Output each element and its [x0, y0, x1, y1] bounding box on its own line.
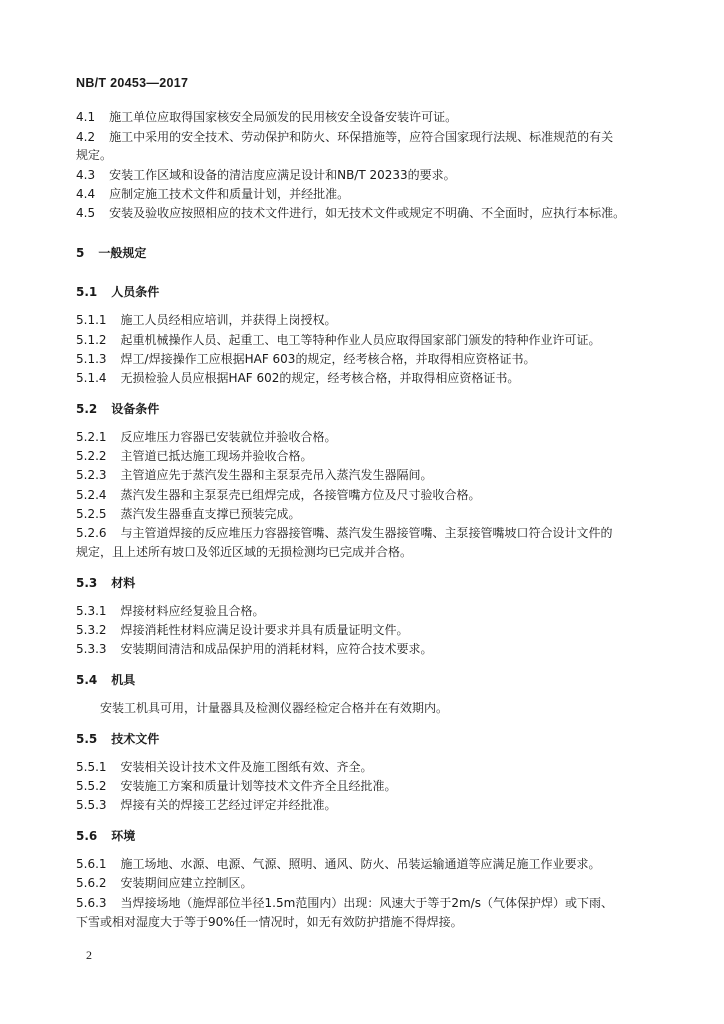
- clause-text: 焊工/焊接操作工应根据HAF 603的规定，经考核合格，并取得相应资格证书。: [120, 352, 536, 366]
- clause-text: 焊接消耗性材料应满足设计要求并具有质量证明文件。: [120, 623, 409, 637]
- clause-number: 5.2.6: [76, 526, 107, 540]
- standard-code-header: NB/T 20453—2017: [76, 76, 189, 90]
- clause-text: 安装施工方案和质量计划等技术文件齐全且经批准。: [120, 779, 397, 793]
- section-title: 材料: [111, 576, 136, 590]
- clause-5-2-2: [76, 446, 654, 466]
- clause-number: 4.1: [76, 110, 96, 124]
- clause-number: 5.2.4: [76, 488, 107, 502]
- clause-text: 焊接材料应经复验且合格。: [120, 604, 265, 618]
- clause-number: 5.1.2: [76, 333, 107, 347]
- section-title: 机具: [111, 673, 136, 687]
- clause-text: 蒸汽发生器和主泵泵壳已组焊完成，各接管嘴方位及尺寸验收合格。: [120, 488, 481, 502]
- section-5-4-body: 安装工机具可用，计量器具及检测仪器经检定合格并在有效期内。: [100, 701, 449, 715]
- clause-5-2-4: [76, 485, 654, 505]
- clause-5-2-6: [76, 523, 654, 543]
- clause-number: 5.2.3: [76, 468, 107, 482]
- clause-number: 5.1.1: [76, 313, 107, 327]
- clause-5-3-1: [76, 601, 654, 621]
- clause-number: 5.5.1: [76, 760, 107, 774]
- clause-text: 安装工作区域和设备的清洁度应满足设计和NB/T 20233的要求。: [109, 168, 456, 182]
- clause-5-1-2: [76, 330, 654, 350]
- clause-5-5-3: [76, 795, 654, 815]
- clause-number: 5.3.1: [76, 604, 107, 618]
- section-5-6-heading: [76, 826, 654, 846]
- clause-number: 5.5.2: [76, 779, 107, 793]
- clause-text: 当焊接场地（施焊部位半径1.5m范围内）出现：风速大于等于2m/s（气体保护焊）或下雨、: [120, 896, 613, 910]
- clause-5-5-1: [76, 757, 654, 777]
- section-number: 5.4: [76, 673, 98, 687]
- clause-number: 5.1.4: [76, 371, 107, 385]
- clause-text: 起重机械操作人员、起重工、电工等特种作业人员应取得国家部门颁发的特种作业许可证。: [120, 333, 601, 347]
- section-number: 5.3: [76, 576, 98, 590]
- clause-text: 无损检验人员应根据HAF 602的规定，经考核合格，并取得相应资格证书。: [120, 371, 520, 385]
- section-5-2-heading: [76, 399, 654, 419]
- clause-5-1-4: [76, 368, 654, 388]
- clause-text: 安装及验收应按照相应的技术文件进行，如无技术文件或规定不明确、不全面时，应执行本标准。: [109, 206, 626, 220]
- clause-number: 4.2: [76, 130, 96, 144]
- clause-text: 应制定施工技术文件和质量计划，并经批准。: [109, 187, 350, 201]
- clause-5-1-1: [76, 310, 654, 330]
- section-title: 技术文件: [111, 732, 160, 746]
- section-title: 设备条件: [111, 402, 160, 416]
- clause-number: 5.2.1: [76, 430, 107, 444]
- clause-number: 5.6.2: [76, 876, 107, 890]
- clause-5-6-3: [76, 893, 654, 913]
- clause-text: 安装期间清洁和成品保护用的消耗材料，应符合技术要求。: [120, 642, 433, 656]
- page-number: 2: [86, 948, 92, 962]
- clause-number: 5.6.1: [76, 857, 107, 871]
- clause-5-2-6-continued: 规定，且上述所有坡口及邻近区域的无损检测均已完成并合格。: [76, 545, 413, 559]
- clause-text: 主管道应先于蒸汽发生器和主泵泵壳吊入蒸汽发生器隔间。: [120, 468, 433, 482]
- clause-5-2-5: [76, 504, 654, 524]
- clause-number: 4.3: [76, 168, 96, 182]
- clause-4-5: [76, 203, 654, 223]
- clause-5-5-2: [76, 776, 654, 796]
- clause-text: 安装期间应建立控制区。: [120, 876, 253, 890]
- clause-number: 5.6.3: [76, 896, 107, 910]
- clause-4-2: [76, 127, 654, 147]
- section-5-5-heading: [76, 729, 654, 749]
- clause-5-2-3: [76, 465, 654, 485]
- section-5-3-heading: [76, 573, 654, 593]
- section-5-4-heading: [76, 670, 654, 690]
- clause-5-6-3-continued: 下雪或相对湿度大于等于90%任一情况时，如无有效防护措施不得焊接。: [76, 915, 463, 929]
- section-number: 5.5: [76, 732, 98, 746]
- clause-4-1: [76, 107, 654, 127]
- section-title: 人员条件: [111, 285, 160, 299]
- clause-text: 蒸汽发生器垂直支撑已预装完成。: [120, 507, 301, 521]
- clause-text: 施工单位应取得国家核安全局颁发的民用核安全设备安装许可证。: [109, 110, 458, 124]
- clause-text: 主管道已抵达施工现场并验收合格。: [120, 449, 313, 463]
- clause-text: 安装相关设计技术文件及施工图纸有效、齐全。: [120, 760, 373, 774]
- section-title: 环境: [111, 829, 136, 843]
- clause-number: 5.3.3: [76, 642, 107, 656]
- section-number: 5.1: [76, 285, 98, 299]
- clause-5-3-3: [76, 639, 654, 659]
- clause-number: 4.5: [76, 206, 96, 220]
- section-5-heading: [76, 243, 654, 263]
- clause-5-6-2: [76, 873, 654, 893]
- clause-number: 4.4: [76, 187, 96, 201]
- clause-text: 施工中采用的安全技术、劳动保护和防火、环保措施等，应符合国家现行法规、标准规范的有关: [109, 130, 614, 144]
- clause-number: 5.5.3: [76, 798, 107, 812]
- clause-4-2-continued: 规定。: [76, 148, 113, 162]
- clause-number: 5.2.2: [76, 449, 107, 463]
- section-number: 5.6: [76, 829, 98, 843]
- clause-4-3: [76, 165, 654, 185]
- section-5-1-heading: [76, 282, 654, 302]
- clause-5-6-1: [76, 854, 654, 874]
- clause-5-1-3: [76, 349, 654, 369]
- clause-text: 焊接有关的焊接工艺经过评定并经批准。: [120, 798, 337, 812]
- section-title: 一般规定: [98, 246, 147, 260]
- section-number: 5: [76, 246, 85, 260]
- clause-text: 与主管道焊接的反应堆压力容器接管嘴、蒸汽发生器接管嘴、主泵接管嘴坡口符合设计文件的: [120, 526, 613, 540]
- clause-5-3-2: [76, 620, 654, 640]
- clause-4-4: [76, 184, 654, 204]
- clause-5-2-1: [76, 427, 654, 447]
- clause-text: 反应堆压力容器已安装就位并验收合格。: [120, 430, 337, 444]
- clause-text: 施工场地、水源、电源、气源、照明、通风、防火、吊装运输通道等应满足施工作业要求。: [120, 857, 601, 871]
- clause-number: 5.2.5: [76, 507, 107, 521]
- clause-number: 5.1.3: [76, 352, 107, 366]
- section-number: 5.2: [76, 402, 98, 416]
- clause-number: 5.3.2: [76, 623, 107, 637]
- clause-text: 施工人员经相应培训，并获得上岗授权。: [120, 313, 337, 327]
